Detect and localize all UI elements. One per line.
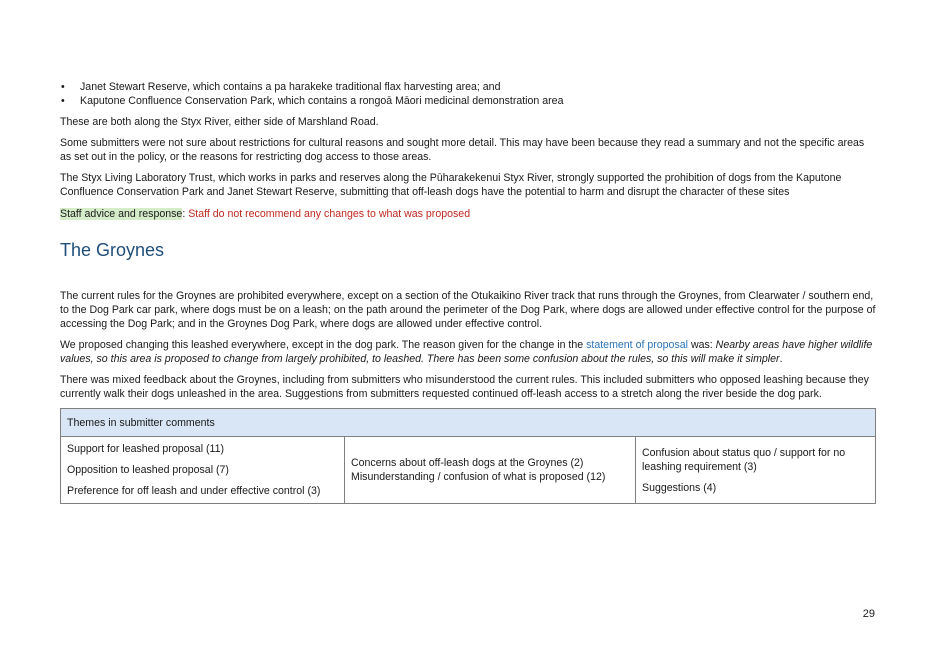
- theme-item: Opposition to leashed proposal (7): [67, 464, 229, 476]
- staff-advice-label: Staff advice and response: [60, 208, 183, 220]
- theme-item: Misunderstanding / confusion of what is proposed (12): [351, 471, 606, 483]
- proposal-text-middle: was:: [688, 339, 716, 351]
- staff-advice-response: Staff do not recommend any changes to what was proposed: [188, 208, 471, 220]
- theme-item: Confusion about status quo / support for no leashing requirement (3): [642, 446, 846, 473]
- theme-item: Concerns about off-leash dogs at the Groynes (2): [351, 457, 584, 469]
- table-cell-col2: [345, 437, 636, 504]
- table-header: Themes in submitter comments: [61, 409, 876, 437]
- staff-advice-colon: :: [182, 208, 189, 220]
- section-heading-groynes: The Groynes: [60, 240, 165, 260]
- bullet-text: Kaputone Confluence Conservation Park, which contains a rongoā Māori medicinal demonstration area: [80, 95, 564, 107]
- statement-of-proposal-link[interactable]: statement of proposal: [586, 339, 688, 351]
- paragraph-mixed-feedback: There was mixed feedback about the Groynes, including from submitters who misunderstood the current rules. This included submitters who opposed leashing because they currently walk their dogs unleashed in the area. Suggestions from submitters requested continued off-leash access to a stretch along the river beside the dog park.: [60, 374, 869, 400]
- bullet-glyph: •: [61, 95, 65, 107]
- table-cell-col3: [636, 437, 876, 504]
- staff-advice-line: [60, 207, 876, 221]
- bullet-item: [60, 80, 876, 94]
- paragraph-cultural-reasons: Some submitters were not sure about restrictions for cultural reasons and sought more detail. This may have been because they read a summary and not the specific areas as set out in the policy, or the reasons for restricting dog access to those areas.: [60, 137, 865, 163]
- document-page: [60, 80, 876, 504]
- bullet-list: [60, 80, 876, 108]
- paragraph-styx-trust: The Styx Living Laboratory Trust, which works in parks and reserves along the Pūharakekenui Styx River, strongly supported the prohibition of dogs from the Kaputone Confluence Conservation Park and Janet Stewart Reserve, submitting that off-leash dogs have the potential to harm and disrupt the character of these sites: [60, 172, 842, 198]
- themes-table: [60, 408, 876, 504]
- table-row: [61, 437, 876, 504]
- theme-item: Support for leashed proposal (11): [67, 443, 225, 455]
- bullet-text: Janet Stewart Reserve, which contains a pa harakeke traditional flax harvesting area; and: [80, 81, 501, 93]
- bullet-glyph: •: [61, 81, 65, 93]
- table-header-row: [61, 409, 876, 437]
- paragraph-current-rules: The current rules for the Groynes are prohibited everywhere, except on a section of the Otukaikino River track that runs through the Groynes, from Clearwater / southern end, to the Dog Park car park, where dogs must be on a leash; on the path around the perimeter of the Dog Park, where dogs are allowed under effective control for the purpose of accessing the Dog Park; and in the Groynes Dog Park, where dogs are allowed under effective control.: [60, 290, 876, 330]
- paragraph-styx-river: These are both along the Styx River, either side of Marshland Road.: [60, 116, 379, 128]
- table-cell-col1: [61, 437, 345, 504]
- theme-item: Preference for off leash and under effective control (3): [67, 485, 321, 497]
- proposal-text-end: .: [779, 353, 783, 365]
- page-number: 29: [862, 608, 875, 620]
- bullet-item: [60, 94, 876, 108]
- theme-item: Suggestions (4): [642, 481, 717, 494]
- proposal-quote: Nearby areas have higher wildlife values, so this area is proposed to change from largely prohibited, to leashed. There has been some confusion about the rules, so this will make it simpler: [60, 339, 873, 365]
- proposal-text-before: We proposed changing this leashed everywhere, except in the dog park. The reason given for the change in the: [60, 339, 587, 351]
- paragraph-proposal: [60, 338, 876, 366]
